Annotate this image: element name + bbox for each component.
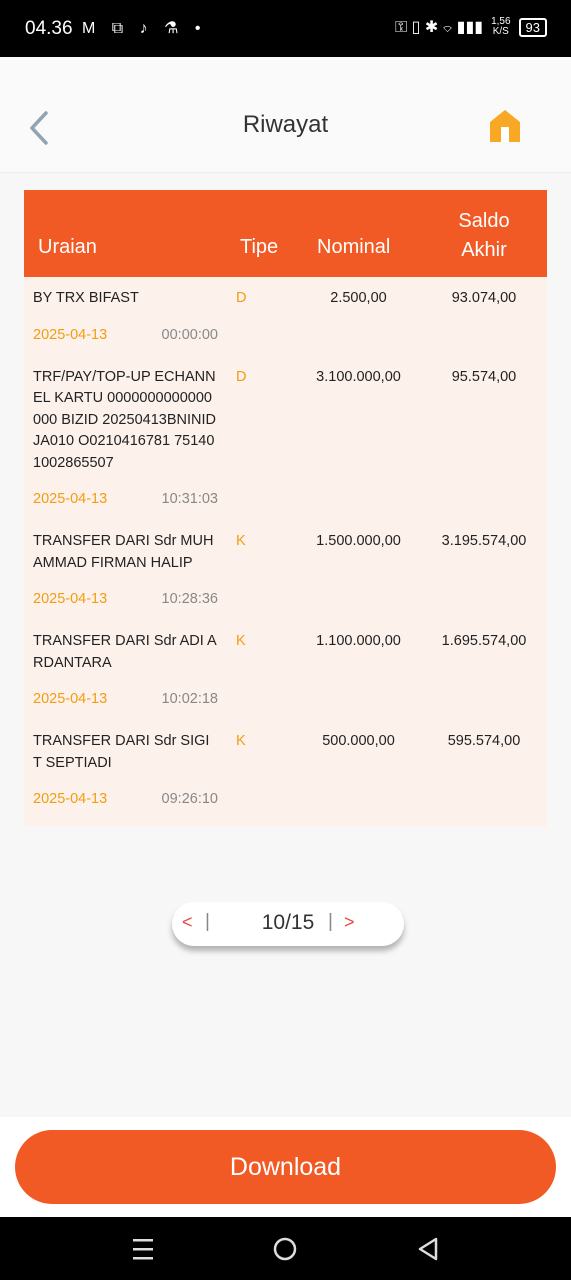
row-nominal: 1.100.000,00 (316, 633, 401, 649)
row-time: 10:02:18 (161, 691, 218, 707)
table-body (24, 277, 547, 826)
row-type: K (236, 633, 246, 649)
page-title: Riwayat (242, 111, 329, 138)
network-speed-value: 1,56 (491, 16, 511, 27)
back-nav-button[interactable] (408, 1231, 448, 1267)
row-date: 2025-04-13 (33, 326, 108, 343)
row-date: 2025-04-13 (33, 591, 108, 607)
pagination-separator: | (205, 911, 210, 932)
row-datetime (24, 674, 547, 720)
row-date: 2025-04-13 (33, 791, 108, 807)
table-row[interactable] (24, 720, 547, 820)
row-date: 2025-04-13 (33, 691, 108, 707)
row-datetime (24, 474, 547, 520)
status-right (395, 17, 547, 37)
system-nav-bar (0, 1217, 571, 1280)
next-page-button[interactable]: > (344, 912, 355, 932)
row-datetime (24, 774, 547, 820)
status-bar (0, 0, 571, 57)
row-date: 2025-04-13 (33, 491, 108, 507)
status-time: 04.36 (25, 18, 73, 39)
system-icons: ⚿ ▯ ✱ ⌔ ▮▮▮ (394, 19, 484, 36)
transaction-table (24, 190, 547, 826)
home-icon (488, 108, 522, 144)
recents-button[interactable] (123, 1231, 163, 1267)
row-datetime (24, 310, 547, 356)
header-tipe: Tipe (240, 236, 279, 258)
table-row[interactable] (24, 356, 547, 521)
row-nominal: 3.100.000,00 (316, 368, 401, 385)
table-row[interactable] (24, 520, 547, 620)
row-saldo: 93.074,00 (451, 290, 517, 306)
recents-icon (123, 1231, 163, 1267)
pagination-separator: | (328, 911, 333, 932)
download-button[interactable]: Download (15, 1130, 556, 1204)
header-saldo-line1: Saldo (458, 210, 510, 232)
row-datetime (24, 574, 547, 620)
header-uraian: Uraian (38, 236, 97, 258)
battery-icon: 93 (519, 18, 547, 37)
page-indicator: 10/15 (261, 911, 315, 934)
row-saldo: 595.574,00 (447, 733, 521, 749)
row-time: 00:00:00 (161, 326, 218, 343)
row-nominal: 500.000,00 (322, 733, 395, 749)
row-saldo: 95.574,00 (451, 368, 517, 385)
app-bar (0, 57, 571, 173)
row-nominal: 2.500,00 (330, 290, 387, 306)
row-saldo: 1.695.574,00 (441, 633, 527, 649)
row-time: 10:31:03 (161, 491, 218, 507)
row-type: D (236, 368, 247, 385)
pagination (172, 902, 404, 946)
row-description: TRANSFER DARI Sdr MUHAMMAD FIRMAN HALIP (33, 533, 214, 571)
home-button[interactable] (488, 108, 522, 144)
row-saldo: 3.195.574,00 (441, 533, 527, 549)
header-saldo-line2: Akhir (461, 239, 507, 261)
row-description: BY TRX BIFAST (33, 290, 139, 306)
row-type: D (236, 290, 247, 306)
header-nominal: Nominal (317, 236, 391, 258)
back-triangle-icon (408, 1231, 448, 1267)
home-nav-button[interactable] (265, 1231, 305, 1267)
row-time: 09:26:10 (161, 791, 218, 807)
table-header (24, 190, 547, 277)
network-speed (491, 17, 510, 37)
row-type: K (236, 533, 246, 549)
notification-icons: M ⧉ ♪ ⚗ • (82, 20, 207, 37)
table-row[interactable] (24, 620, 547, 720)
row-nominal: 1.500.000,00 (316, 533, 401, 549)
row-description: TRF/PAY/TOP-UP ECHANNEL KARTU 0000000000000000 BIZID 20250413BNINIDJA010 O0210416781 751401002865507 (33, 368, 216, 471)
header-saldo-akhir (448, 207, 520, 265)
row-description: TRANSFER DARI Sdr SIGIT SEPTIADI (33, 733, 210, 771)
home-circle-icon (265, 1231, 305, 1267)
prev-page-button[interactable]: < (182, 912, 193, 932)
network-speed-unit: K/S (492, 26, 509, 37)
table-row[interactable] (24, 277, 547, 356)
row-description: TRANSFER DARI Sdr ADI ARDANTARA (33, 633, 217, 671)
row-time: 10:28:36 (161, 591, 218, 607)
row-type: K (236, 733, 246, 749)
